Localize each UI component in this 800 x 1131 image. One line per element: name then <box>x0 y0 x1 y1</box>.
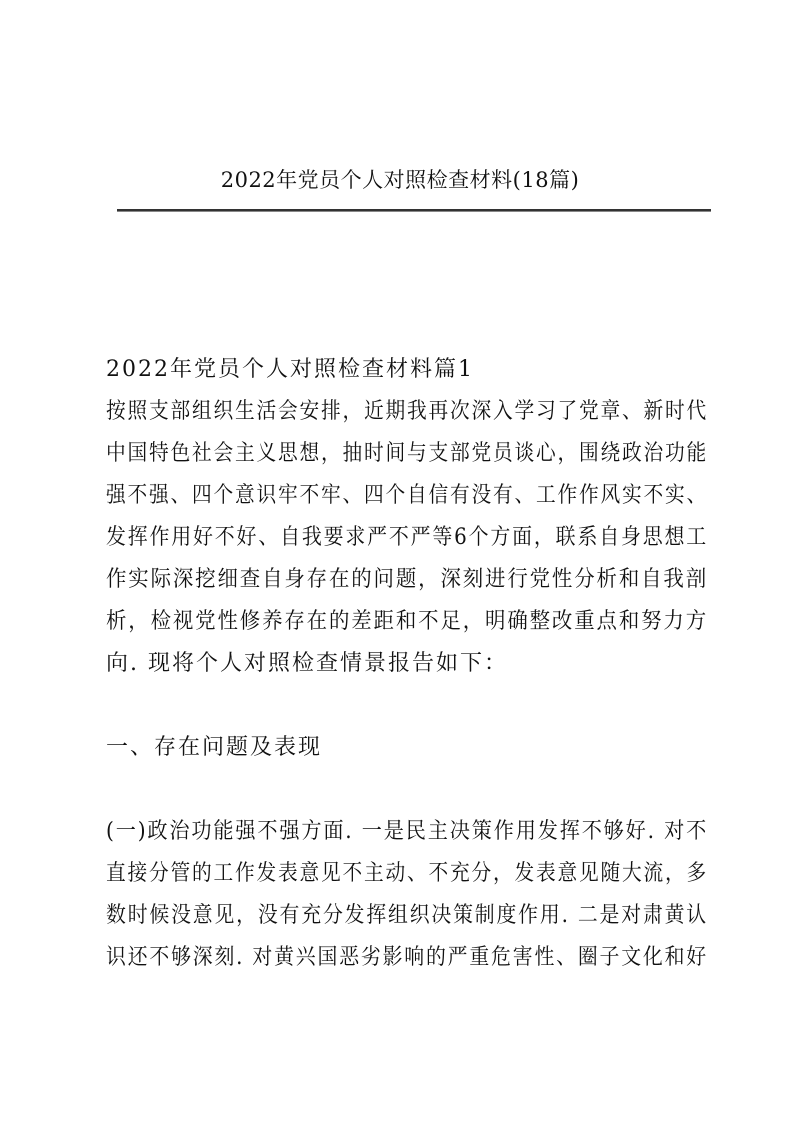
paragraph-line: 作实际深挖细查自身存在的问题，深刻进行党性分析和自我剖 <box>106 567 709 592</box>
title-divider <box>117 209 711 212</box>
paragraph-line: 析，检视党性修养存在的差距和不足，明确整改重点和努力方 <box>106 609 709 634</box>
part-heading: 一、存在问题及表现 <box>106 735 323 760</box>
section-heading: 2022年党员个人对照检查材料篇1 <box>106 357 474 382</box>
paragraph-line: 按照支部组织生活会安排，近期我再次深入学习了党章、新时代 <box>106 399 709 424</box>
paragraph-line: 识还不够深刻. 对黄兴国恶劣影响的严重危害性、圈子文化和好 <box>106 945 708 970</box>
paragraph-line: 数时候没意见，没有充分发挥组织决策制度作用. 二是对肃黄认 <box>106 903 708 928</box>
document-title: 2022年党员个人对照检查材料(18篇) <box>220 168 580 192</box>
paragraph-line: (一)政治功能强不强方面. 一是民主决策作用发挥不够好. 对不 <box>106 819 709 844</box>
paragraph-line: 向. 现将个人对照检查情景报告如下： <box>106 651 508 676</box>
paragraph-line: 强不强、四个意识牢不牢、四个自信有没有、工作作风实不实、 <box>106 483 709 508</box>
paragraph-line: 发挥作用好不好、自我要求严不严等6个方面，联系自身思想工 <box>106 525 708 550</box>
paragraph-line: 直接分管的工作发表意见不主动、不充分，发表意见随大流，多 <box>106 861 709 886</box>
paragraph-line: 中国特色社会主义思想，抽时间与支部党员谈心，围绕政治功能 <box>106 441 709 466</box>
